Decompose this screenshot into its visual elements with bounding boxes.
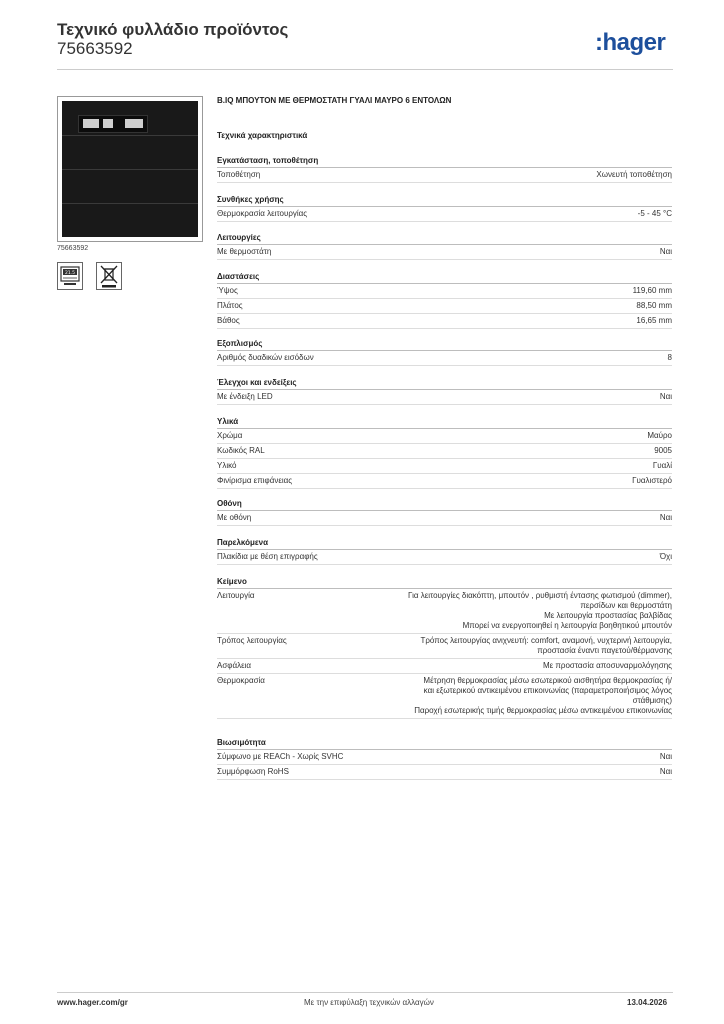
spec-value: Ναι [659, 513, 672, 522]
spec-value: Ναι [659, 752, 672, 761]
spec-label: Θερμοκρασία [217, 676, 265, 685]
spec-value: Γυαλιστερό [632, 476, 672, 485]
spec-row [217, 444, 672, 459]
spec-value-line: Για λειτουργίες διακόπτη, μπουτόν , ρυθμιστή έντασης φωτισμού (dimmer), [408, 591, 672, 600]
spec-value: 16,65 mm [636, 316, 672, 325]
spec-label: Λειτουργία [217, 591, 255, 600]
section-title: Εξοπλισμός [217, 338, 672, 351]
section-title: Διαστάσεις [217, 271, 672, 284]
section-functions [217, 232, 672, 260]
spec-value [420, 634, 672, 658]
section-title: Συνθήκες χρήσης [217, 194, 672, 207]
section-title: Λειτουργίες [217, 232, 672, 245]
spec-row [217, 750, 672, 765]
section-title: Οθόνη [217, 498, 672, 511]
page-title: Τεχνικό φυλλάδιο προϊόντος [57, 20, 289, 39]
section-dimensions [217, 271, 672, 329]
section-title: Βιωσιμότητα [217, 737, 672, 750]
section-title: Εγκατάσταση, τοποθέτηση [217, 155, 672, 168]
technical-features-heading: Τεχνικά χαρακτηριστικά [217, 131, 308, 140]
spec-value: Γυαλί [652, 461, 672, 470]
spec-row [217, 634, 672, 659]
spec-value-line: Παροχή εσωτερικής τιμής θερμοκρασίας μέσω αντικειμένου επικοινωνίας [414, 706, 672, 715]
section-materials [217, 416, 672, 489]
thermostat-display-icon [57, 262, 83, 290]
spec-row [217, 550, 672, 565]
product-image [57, 96, 203, 242]
spec-label: Με θερμοστάτη [217, 247, 272, 256]
spec-value: Ναι [659, 392, 672, 401]
footer-date: 13.04.2026 [627, 998, 668, 1007]
spec-value: Χωνευτή τοποθέτηση [596, 170, 672, 179]
spec-value: Όχι [659, 552, 672, 561]
spec-value: 9005 [654, 446, 672, 455]
spec-label: Τρόπος λειτουργίας [217, 636, 287, 645]
spec-value: 88,50 mm [636, 301, 672, 310]
spec-row [217, 207, 672, 222]
section-text [217, 576, 672, 719]
spec-row [217, 659, 672, 674]
spec-row [217, 674, 672, 719]
product-code-header: 75663592 [57, 39, 133, 58]
spec-row [217, 511, 672, 526]
spec-label: Αριθμός δυαδικών εισόδων [217, 353, 314, 362]
section-title: Υλικά [217, 416, 672, 429]
header-divider [57, 69, 673, 70]
section-sustainability [217, 737, 672, 780]
section-usage-conditions [217, 194, 672, 222]
spec-label: Θερμοκρασία λειτουργίας [217, 209, 308, 218]
weee-crossed-bin-icon [96, 262, 122, 290]
section-installation [217, 155, 672, 183]
spec-value-line: στάθμισης) [632, 696, 672, 705]
spec-value: Ναι [659, 247, 672, 256]
spec-row [217, 284, 672, 299]
spec-value: Μαύρο [647, 431, 672, 440]
product-display [78, 115, 148, 133]
spec-label: Συμμόρφωση RoHS [217, 767, 289, 776]
spec-row [217, 474, 672, 489]
svg-text:21.5: 21.5 [64, 271, 76, 276]
spec-value-line: Με προστασία αποσυναρμολόγησης [542, 661, 672, 670]
spec-label: Υλικό [217, 461, 237, 470]
section-equipment [217, 338, 672, 366]
spec-label: Με οθόνη [217, 513, 252, 522]
spec-value-line: προστασία έναντι παγετού/θέρμανσης [537, 646, 672, 655]
footer-divider [57, 992, 673, 993]
spec-label: Με ένδειξη LED [217, 392, 273, 401]
section-title: Παρελκόμενα [217, 537, 672, 550]
spec-row [217, 429, 672, 444]
product-image-caption: 75663592 [57, 245, 89, 252]
section-accessories [217, 537, 672, 565]
spec-value-line: και εξωτερικού αντικειμένου επικοινωνίας (παραμετροποιήσιμος λόγος [423, 686, 672, 695]
section-controls-indicators [217, 377, 672, 405]
spec-row [217, 299, 672, 314]
spec-row [217, 245, 672, 260]
spec-label: Βάθος [217, 316, 240, 325]
spec-value-line: Μέτρηση θερμοκρασίας μέσω εσωτερικού αισθητήρα θερμοκρασίας ή/ [423, 676, 672, 685]
spec-value [408, 589, 672, 633]
spec-value: 8 [667, 353, 672, 362]
spec-label: Ύψος [217, 286, 238, 295]
product-panel [62, 101, 198, 237]
spec-row [217, 459, 672, 474]
spec-value: Ναι [659, 767, 672, 776]
spec-row [217, 390, 672, 405]
spec-label: Κωδικός RAL [217, 446, 265, 455]
section-display [217, 498, 672, 526]
spec-label: Φινίρισμα επιφάνειας [217, 476, 293, 485]
spec-label: Σύμφωνο με REACh - Χωρίς SVHC [217, 752, 344, 761]
footer-website-link[interactable]: www.hager.com/gr [57, 998, 128, 1007]
spec-row [217, 314, 672, 329]
spec-label: Χρώμα [217, 431, 243, 440]
section-title: Έλεγχοι και ενδείξεις [217, 377, 672, 390]
section-title: Κείμενο [217, 576, 672, 589]
spec-label: Πλακίδια με θέση επιγραφής [217, 552, 318, 561]
spec-value-line: Τρόπος λειτουργίας ανιχνευτή: comfort, αναμονή, νυχτερινή λειτουργία, [420, 636, 672, 645]
spec-value [414, 674, 672, 718]
spec-row [217, 589, 672, 634]
spec-value-line: περσίδων και θερμοστάτη [580, 601, 672, 610]
spec-value: 119,60 mm [632, 286, 672, 295]
spec-value-line: Μπορεί να ενεργοποιηθεί η λειτουργία βοηθητικού μπουτόν [462, 621, 672, 630]
spec-value: -5 - 45 °C [637, 209, 672, 218]
spec-label: Ασφάλεια [217, 661, 252, 670]
spec-row [217, 765, 672, 780]
spec-value [543, 659, 672, 673]
spec-row [217, 168, 672, 183]
spec-value-line: Με λειτουργία προστασίας βαλβίδας [544, 611, 672, 620]
hager-logo: :hager [595, 29, 666, 56]
spec-row [217, 351, 672, 366]
footer-disclaimer: Με την επιφύλαξη τεχνικών αλλαγών [304, 998, 434, 1007]
spec-label: Τοποθέτηση [217, 170, 261, 179]
spec-label: Πλάτος [217, 301, 243, 310]
product-name: B.IQ ΜΠΟΥΤΟΝ ΜΕ ΘΕΡΜΟΣΤΑΤΗ ΓΥΑΛΙ ΜΑΥΡΟ 6 ΕΝΤΟΛΩΝ [217, 96, 452, 105]
